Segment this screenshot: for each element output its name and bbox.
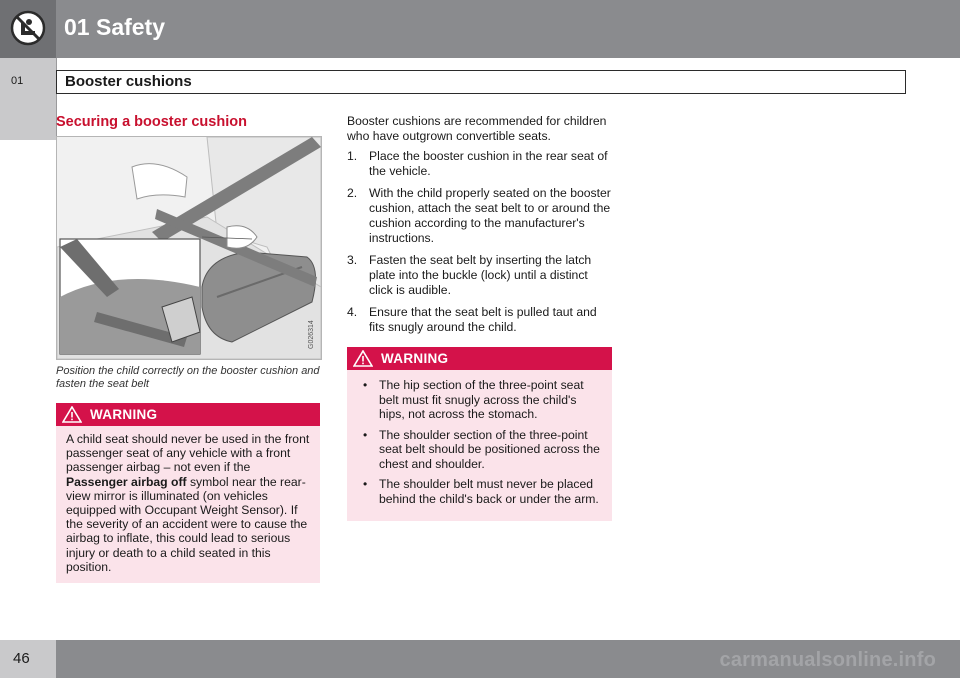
warning-header bbox=[347, 347, 612, 370]
sub-heading: Securing a booster cushion bbox=[56, 114, 247, 130]
chapter-icon-box bbox=[0, 0, 56, 58]
chapter-title: 01 Safety bbox=[64, 14, 166, 40]
section-title: Booster cushions bbox=[65, 73, 192, 90]
booster-cushion-illustration bbox=[56, 136, 322, 360]
step-item bbox=[347, 149, 612, 179]
no-child-seat-icon bbox=[8, 8, 48, 48]
right-column bbox=[347, 114, 612, 521]
step-number: 4. bbox=[347, 305, 358, 319]
warning-bullet: • The hip section of the three-point seat belt must fit snugly across the child's hips, not across the stomach. bbox=[357, 378, 602, 422]
step-item bbox=[347, 186, 612, 246]
step-number: 3. bbox=[347, 253, 358, 267]
warning-title: WARNING bbox=[90, 407, 158, 422]
warning-box-right bbox=[347, 347, 612, 521]
step-text: Ensure that the seat belt is pulled taut and fits snugly around the child. bbox=[369, 305, 597, 334]
warning-triangle-icon bbox=[353, 350, 373, 367]
illustration-caption: Position the child correctly on the booster cushion and fasten the seat belt bbox=[56, 365, 320, 390]
warning-bullet: • The shoulder belt must never be placed behind the child's back or under the arm. bbox=[357, 477, 602, 506]
side-tab-label: 01 bbox=[11, 75, 24, 87]
warning-bullets-body bbox=[347, 370, 612, 521]
step-text: Fasten the seat belt by inserting the latch plate into the buckle (lock) until a distinct click is audible. bbox=[369, 253, 592, 297]
step-text: Place the booster cushion in the rear seat of the vehicle. bbox=[369, 149, 608, 178]
section-header bbox=[56, 70, 906, 94]
page-number-box bbox=[0, 640, 56, 678]
warning-text-start: A child seat should never be used in the front passenger seat of any vehicle with a front passenger airbag – not even if the bbox=[66, 432, 310, 475]
passenger-airbag-off-label: Passenger airbag off bbox=[66, 474, 187, 489]
step-item bbox=[347, 253, 612, 298]
warning-triangle-icon bbox=[62, 406, 82, 423]
step-number: 1. bbox=[347, 149, 358, 163]
intro-paragraph: Booster cushions are recommended for children who have outgrown convertible seats. bbox=[347, 114, 607, 143]
step-item bbox=[347, 305, 612, 335]
booster-seat-drawing bbox=[57, 137, 321, 359]
warning-header bbox=[56, 403, 320, 426]
page-number: 46 bbox=[13, 650, 30, 667]
left-column bbox=[56, 114, 320, 583]
warning-box-left bbox=[56, 403, 320, 583]
warning-title: WARNING bbox=[381, 351, 449, 366]
watermark: carmanualsonline.info bbox=[719, 649, 936, 671]
step-text: With the child properly seated on the booster cushion, attach the seat belt to or around the cushion according to the manufacturer's instructions. bbox=[369, 186, 611, 245]
warning-text-end: symbol near the rear-view mirror is illuminated (on vehicles equipped with Occupant Weight Sensor). If the severity of an accident were to cause the airbag to inflate, this could lead to serious injury or death to a child seated in this position. bbox=[66, 474, 308, 574]
chapter-side-tab[interactable] bbox=[0, 58, 57, 140]
instruction-steps bbox=[347, 149, 612, 335]
warning-bullet-list bbox=[357, 376, 602, 506]
warning-text bbox=[56, 426, 320, 583]
illustration-code: G026314 bbox=[308, 320, 315, 349]
warning-bullet: • The shoulder section of the three-point seat belt should be positioned across the chest and shoulder. bbox=[357, 428, 602, 472]
step-number: 2. bbox=[347, 186, 358, 200]
